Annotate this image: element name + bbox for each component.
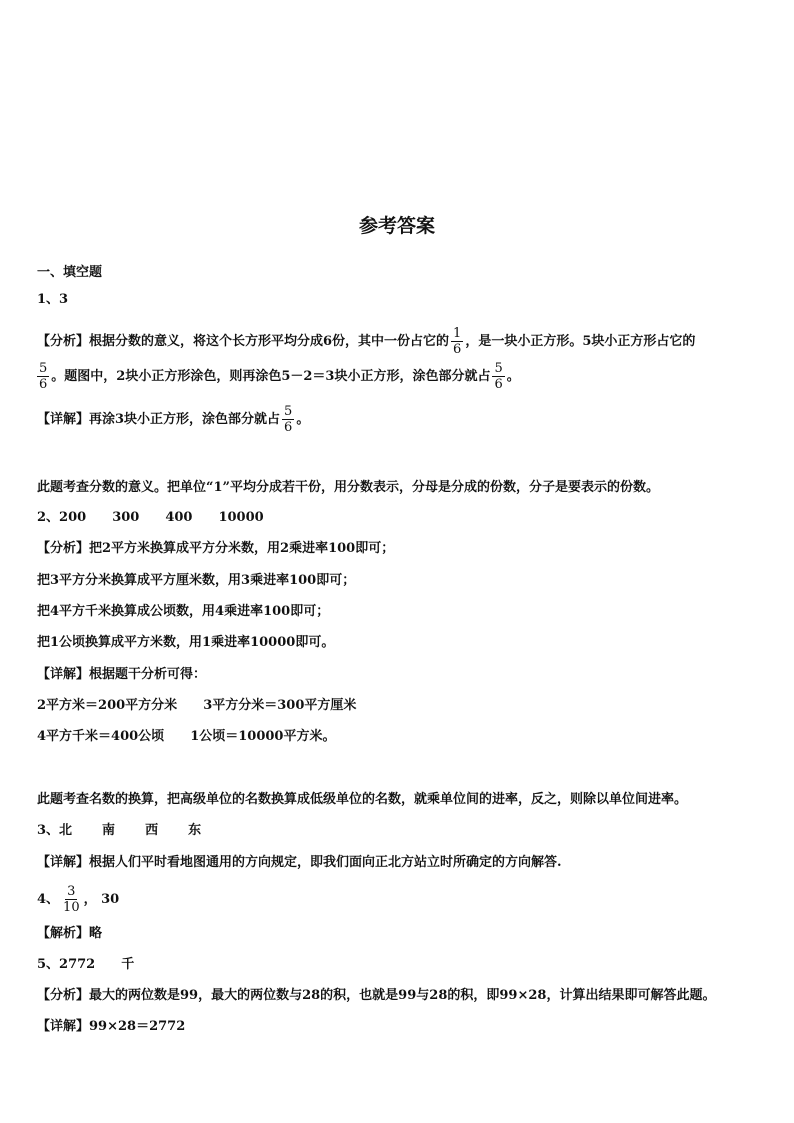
fraction-one-sixth (451, 326, 463, 357)
q2-equations-row1 (37, 697, 764, 715)
q5-analysis: 【分析】最大的两位数是99，最大的两位数与28的积，也就是99与28的积，即99×28，计算出结果即可解答此题。 (37, 988, 716, 1003)
fraction-denominator: 6 (39, 377, 48, 392)
q3-answer-4: 东 (188, 823, 202, 838)
q1-answer: 1、3 (37, 292, 69, 307)
q2-equation-1: 2平方米＝200平方分米 (37, 698, 178, 713)
q5-answer-1: 5、2772 (37, 957, 96, 972)
q5-detail: 【详解】99×28＝2772 (37, 1019, 186, 1034)
q2-analysis-line2: 把3平方分米换算成平方厘米数，用3乘进率100即可； (37, 573, 356, 588)
fraction-denominator: 6 (284, 420, 293, 435)
q1-analysis-text-a: 【分析】根据分数的意义，将这个长方形平均分成6份，其中一份占它的 (37, 334, 450, 349)
q3-answers (37, 822, 764, 840)
period: 。 (296, 412, 310, 427)
q4-number: 4、 (37, 892, 60, 907)
section-heading: 一、填空题 (37, 265, 103, 280)
q2-analysis: 【分析】把2平方米换算成平方分米数，用2乘进率100即可； (37, 541, 395, 556)
q1-analysis-line2 (37, 361, 764, 392)
period: 。 (506, 369, 520, 384)
q1-analysis-text-b: ，是一块小正方形。5块小正方形占它的 (465, 334, 696, 349)
fraction-denominator: 6 (494, 377, 503, 392)
q1-detail-text: 【详解】再涂3块小正方形，涂色部分就占 (37, 412, 281, 427)
q4-note: 【解析】略 (37, 926, 103, 941)
q2-answer-4: 10000 (218, 510, 264, 525)
fraction-denominator: 6 (453, 342, 462, 357)
q2-answer-2: 300 (112, 510, 140, 525)
q2-analysis-line4: 把1公顷换算成平方米数，用1乘进率10000即可。 (37, 635, 335, 650)
q2-equation-4: 1公顷＝10000平方米。 (190, 729, 336, 744)
fraction-denominator: 10 (63, 900, 80, 915)
q5-answer-2: 千 (121, 957, 135, 972)
fraction-five-sixths (37, 361, 49, 392)
q2-summary: 此题考查名数的换算，把高级单位的名数换算成低级单位的名数，就乘单位间的进率，反之，则除以单位间进率。 (37, 792, 688, 807)
q4-answers (37, 884, 764, 915)
q1-detail (37, 404, 764, 435)
q2-equation-2: 3平方分米＝300平方厘米 (203, 698, 357, 713)
q2-equation-3: 4平方千米＝400公顷 (37, 729, 165, 744)
fraction-numerator: 5 (284, 404, 293, 419)
q1-analysis-text-c: 。题图中，2块小正方形涂色，则再涂色5－2＝3块小正方形，涂色部分就占 (51, 369, 491, 384)
q3-answer-3: 西 (145, 823, 159, 838)
fraction-five-sixths (282, 404, 294, 435)
q3-detail: 【详解】根据人们平时看地图通用的方向规定，即我们面向正北方站立时所确定的方向解答. (37, 855, 562, 870)
q2-analysis-line3: 把4平方千米换算成公顷数，用4乘进率100即可； (37, 604, 330, 619)
fraction-numerator: 1 (453, 326, 462, 341)
q2-answers (37, 509, 764, 527)
fraction-numerator: 5 (39, 361, 48, 376)
fraction-five-sixths (492, 361, 504, 392)
page-title: 参考答案 (358, 215, 435, 237)
q4-answer-rest: ， 30 (83, 892, 120, 907)
q3-answer-2: 南 (102, 823, 116, 838)
q1-analysis-line1 (37, 326, 764, 357)
q2-detail: 【详解】根据题干分析可得： (37, 667, 207, 682)
fraction-numerator: 3 (67, 884, 76, 899)
fraction-three-tenths (61, 884, 82, 915)
q2-answer-1: 2、200 (37, 510, 87, 525)
q3-answer-1: 3、北 (37, 823, 73, 838)
q5-answers (37, 956, 764, 974)
fraction-numerator: 5 (494, 361, 503, 376)
q1-summary: 此题考查分数的意义。把单位“1”平均分成若干份，用分数表示，分母是分成的份数，分子是要表示的份数。 (37, 480, 660, 495)
q2-answer-3: 400 (165, 510, 193, 525)
q2-equations-row2 (37, 728, 764, 746)
